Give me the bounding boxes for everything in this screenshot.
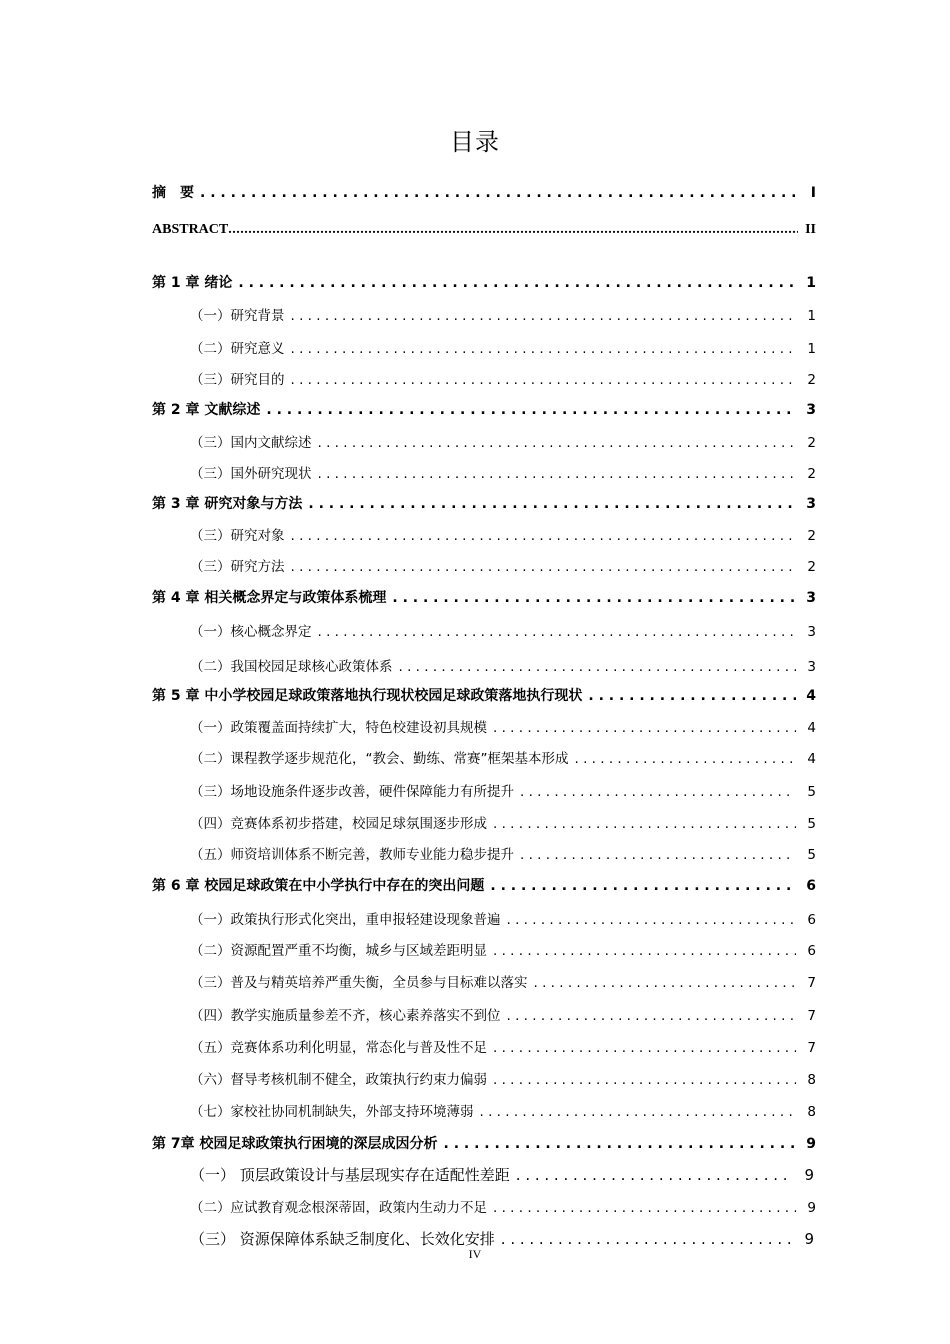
- toc-leader-dots: [238, 275, 796, 291]
- toc-leader-dots: [520, 784, 796, 800]
- toc-leader-dots: [493, 943, 796, 959]
- toc-entry-page-number: 7: [807, 1008, 816, 1024]
- toc-section-entry[interactable]: [190, 1068, 816, 1088]
- toc-entry-label: （一）核心概念界定: [190, 624, 312, 640]
- toc-entry-label: （五）师资培训体系不断完善，教师专业能力稳步提升: [190, 847, 514, 863]
- toc-section-entry[interactable]: [190, 368, 816, 388]
- toc-entry-page-number: I: [810, 185, 816, 201]
- toc-entry-page-number: II: [805, 222, 816, 237]
- toc-entry-page-number: 3: [806, 496, 816, 512]
- toc-entry-page-number: 3: [806, 402, 816, 418]
- toc-section-entry[interactable]: [190, 1228, 814, 1249]
- toc-entry-label: （三）国内文献综述: [190, 435, 312, 451]
- toc-chapter-entry[interactable]: [152, 875, 816, 895]
- toc-entry-label: （一）政策覆盖面持续扩大，特色校建设初具规模: [190, 720, 487, 736]
- toc-entry-page-number: 4: [806, 688, 816, 704]
- toc-section-entry[interactable]: [190, 620, 816, 640]
- toc-section-entry[interactable]: [190, 655, 816, 675]
- toc-entry-page-number: 2: [807, 559, 816, 575]
- toc-chapter-entry[interactable]: [152, 1133, 816, 1153]
- toc-entry-page-number: 2: [807, 435, 816, 451]
- toc-entry-page-number: 5: [807, 847, 816, 863]
- toc-leader-dots: [228, 222, 798, 238]
- toc-entry-label: 第 2 章 文献综述: [152, 402, 261, 418]
- toc-entry-page-number: 6: [806, 878, 816, 894]
- toc-leader-dots: [493, 1200, 796, 1216]
- toc-section-entry[interactable]: [190, 462, 816, 482]
- toc-entry-label: （一）政策执行形式化突出，重申报轻建设现象普遍: [190, 912, 501, 928]
- toc-leader-dots: [516, 1166, 794, 1184]
- toc-entry-page-number: 1: [806, 275, 816, 291]
- toc-leader-dots: [490, 878, 796, 894]
- toc-entry-label: （四）教学实施质量参差不齐，核心素养落实不到位: [190, 1008, 501, 1024]
- toc-title: 目录: [450, 128, 500, 156]
- toc-section-entry[interactable]: [190, 1164, 814, 1185]
- toc-leader-dots: [318, 435, 797, 451]
- toc-entry-label: （四）竞赛体系初步搭建，校园足球氛围逐步形成: [190, 816, 487, 832]
- toc-entry-page-number: 4: [807, 751, 816, 767]
- toc-entry-label: （二）资源配置严重不均衡，城乡与区域差距明显: [190, 943, 487, 959]
- toc-chapter-entry[interactable]: [152, 685, 816, 705]
- toc-section-entry[interactable]: [190, 908, 816, 928]
- toc-leader-dots: [493, 1040, 796, 1056]
- toc-chapter-entry[interactable]: [152, 182, 816, 202]
- toc-leader-dots: [392, 590, 796, 606]
- toc-leader-dots: [308, 496, 796, 512]
- toc-section-entry[interactable]: [190, 1196, 816, 1216]
- toc-section-entry[interactable]: [190, 1004, 816, 1024]
- toc-entry-label: （二）研究意义: [190, 341, 285, 357]
- toc-entry-page-number: 6: [807, 912, 816, 928]
- toc-chapter-entry[interactable]: [152, 493, 816, 513]
- page-number-footer: IV: [468, 1247, 482, 1261]
- toc-leader-dots: [291, 308, 797, 324]
- toc-leader-dots: [501, 1230, 794, 1248]
- toc-section-entry[interactable]: [190, 812, 816, 832]
- toc-leader-dots: [291, 341, 797, 357]
- toc-leader-dots: [291, 559, 797, 575]
- toc-leader-dots: [266, 402, 796, 418]
- toc-leader-dots: [493, 816, 796, 832]
- toc-section-entry[interactable]: [190, 431, 816, 451]
- toc-section-entry[interactable]: [190, 555, 816, 575]
- toc-entry-page-number: 9: [804, 1166, 814, 1184]
- toc-chapter-entry[interactable]: [152, 587, 816, 607]
- toc-section-entry[interactable]: [190, 524, 816, 544]
- toc-entry-page-number: 2: [807, 466, 816, 482]
- toc-section-entry[interactable]: [190, 747, 816, 767]
- toc-entry-page-number: 4: [807, 720, 816, 736]
- toc-entry-label: 第 5 章 中小学校园足球政策落地执行现状校园足球政策落地执行现状: [152, 688, 583, 704]
- toc-entry-label: （一） 顶层政策设计与基层现实存在适配性差距: [190, 1166, 510, 1184]
- toc-entry-page-number: 6: [807, 943, 816, 959]
- toc-entry-page-number: 3: [806, 590, 816, 606]
- toc-leader-dots: [399, 659, 797, 675]
- toc-section-entry[interactable]: [190, 1100, 816, 1120]
- toc-section-entry[interactable]: [190, 337, 816, 357]
- toc-entry-label: 第 7章 校园足球政策执行困境的深层成因分析: [152, 1136, 438, 1152]
- toc-section-entry[interactable]: [190, 843, 816, 863]
- toc-chapter-entry[interactable]: [152, 272, 816, 292]
- toc-section-entry[interactable]: [190, 1036, 816, 1056]
- toc-entry-page-number: 2: [807, 528, 816, 544]
- toc-entry-page-number: 9: [804, 1230, 814, 1248]
- toc-section-entry[interactable]: [190, 939, 816, 959]
- toc-leader-dots: [291, 528, 797, 544]
- toc-entry-page-number: 8: [807, 1104, 816, 1120]
- toc-entry-page-number: 1: [807, 308, 816, 324]
- toc-entry-label: （三）研究方法: [190, 559, 285, 575]
- toc-entry-label: ABSTRACT: [152, 222, 229, 237]
- toc-leader-dots: [200, 185, 796, 201]
- toc-chapter-entry[interactable]: [152, 399, 816, 419]
- toc-entry-page-number: 1: [807, 341, 816, 357]
- toc-entry-label: （三）研究目的: [190, 372, 285, 388]
- toc-section-entry[interactable]: [190, 780, 816, 800]
- toc-chapter-entry[interactable]: [152, 222, 816, 238]
- toc-entry-label: （三）研究对象: [190, 528, 285, 544]
- toc-entry-label: （二）我国校园足球核心政策体系: [190, 659, 393, 675]
- toc-leader-dots: [520, 847, 796, 863]
- toc-entry-page-number: 8: [807, 1072, 816, 1088]
- toc-entry-page-number: 9: [807, 1200, 816, 1216]
- toc-leader-dots: [318, 466, 797, 482]
- toc-entry-label: （三）场地设施条件逐步改善，硬件保障能力有所提升: [190, 784, 514, 800]
- toc-entry-label: （三） 资源保障体系缺乏制度化、长效化安排: [190, 1230, 495, 1248]
- toc-entry-label: （五）竞赛体系功利化明显，常态化与普及性不足: [190, 1040, 487, 1056]
- toc-leader-dots: [444, 1136, 797, 1152]
- toc-leader-dots: [534, 975, 797, 991]
- toc-section-entry[interactable]: [190, 304, 816, 324]
- toc-entry-page-number: 3: [807, 624, 816, 640]
- toc-entry-label: （三）普及与精英培养严重失衡，全员参与目标难以落实: [190, 975, 528, 991]
- toc-entry-label: 第 3 章 研究对象与方法: [152, 496, 303, 512]
- toc-entry-label: 摘 要: [152, 185, 194, 201]
- toc-entry-label: 第 6 章 校园足球政策在中小学执行中存在的突出问题: [152, 878, 485, 894]
- toc-entry-label: （三）国外研究现状: [190, 466, 312, 482]
- toc-entry-label: （六）督导考核机制不健全，政策执行约束力偏弱: [190, 1072, 487, 1088]
- toc-entry-page-number: 3: [807, 659, 816, 675]
- toc-leader-dots: [575, 751, 797, 767]
- toc-leader-dots: [291, 372, 797, 388]
- toc-leader-dots: [493, 720, 796, 736]
- toc-entry-label: （七）家校社协同机制缺失，外部支持环境薄弱: [190, 1104, 474, 1120]
- toc-leader-dots: [507, 1008, 797, 1024]
- toc-section-entry[interactable]: [190, 971, 816, 991]
- toc-entry-page-number: 2: [807, 372, 816, 388]
- toc-entry-label: （二）课程教学逐步规范化，“教会、勤练、常赛”框架基本形成: [190, 751, 569, 767]
- toc-leader-dots: [588, 688, 796, 704]
- toc-entry-page-number: 5: [807, 816, 816, 832]
- toc-entry-label: （二）应试教育观念根深蒂固，政策内生动力不足: [190, 1200, 487, 1216]
- toc-leader-dots: [480, 1104, 797, 1120]
- toc-entry-page-number: 7: [807, 1040, 816, 1056]
- toc-entry-label: 第 1 章 绪论: [152, 275, 233, 291]
- toc-leader-dots: [507, 912, 797, 928]
- toc-entry-label: 第 4 章 相关概念界定与政策体系梳理: [152, 590, 387, 606]
- toc-entry-page-number: 9: [806, 1136, 816, 1152]
- toc-leader-dots: [493, 1072, 796, 1088]
- toc-entry-label: （一）研究背景: [190, 308, 285, 324]
- toc-entry-page-number: 7: [807, 975, 816, 991]
- toc-leader-dots: [318, 624, 797, 640]
- toc-entry-page-number: 5: [807, 784, 816, 800]
- toc-section-entry[interactable]: [190, 716, 816, 736]
